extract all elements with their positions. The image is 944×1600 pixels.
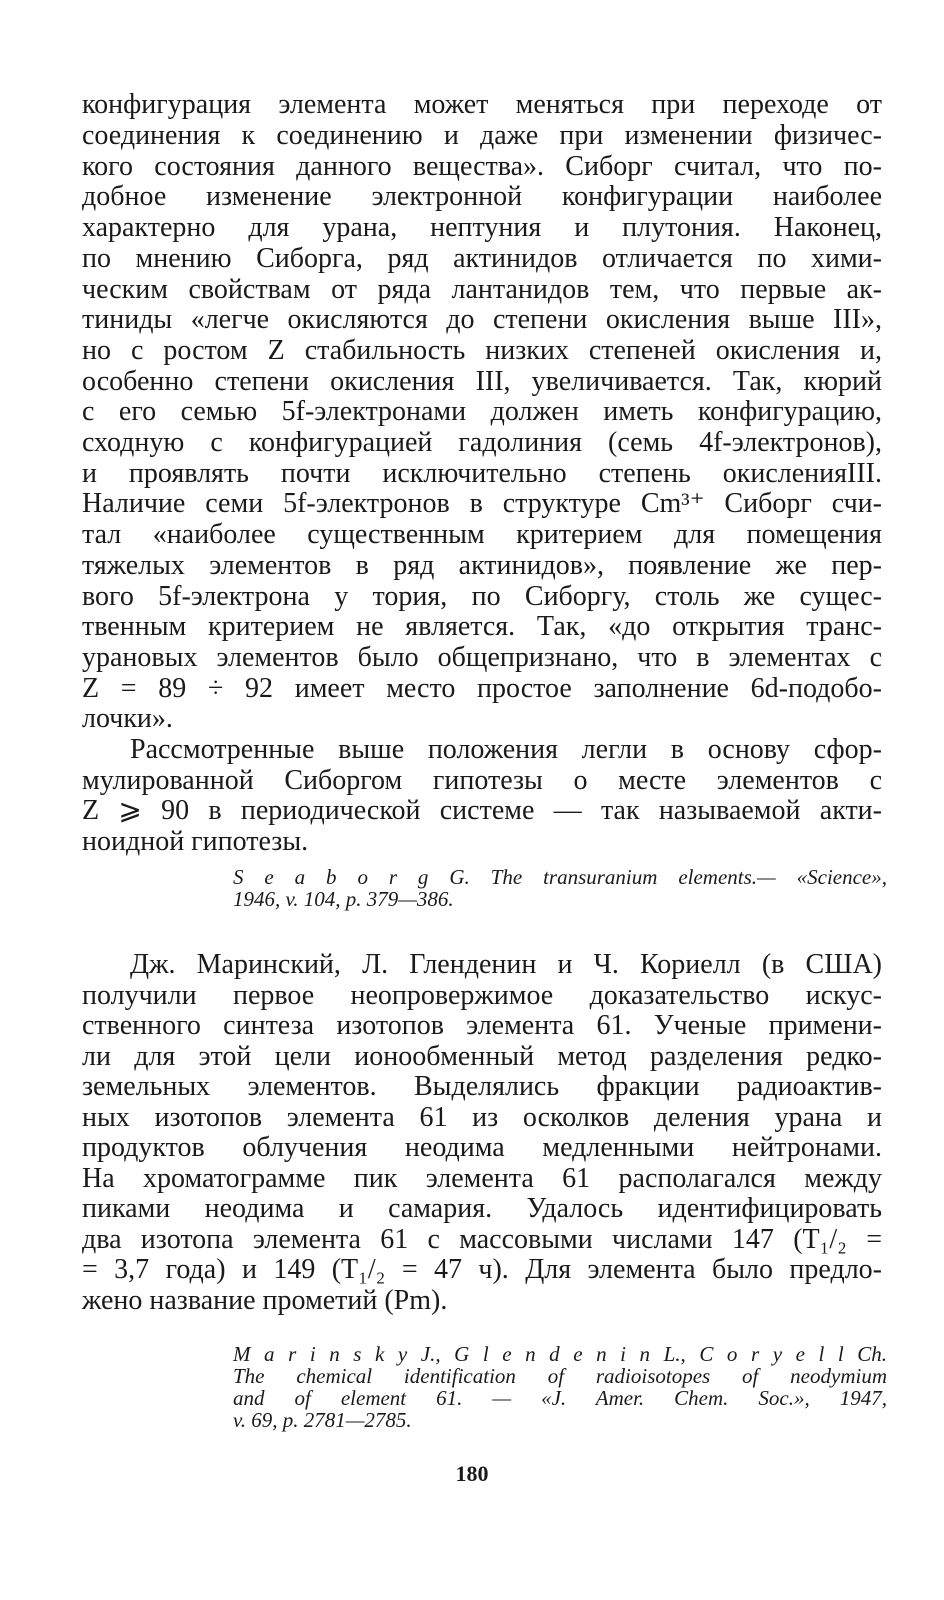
text-line: с его семью 5f-электронами должен иметь конфигурацию, — [82, 396, 882, 427]
reference-line: v. 69, p. 2781—2785. — [233, 1408, 412, 1432]
text-line: и проявлять почти исключительно степень окисленияIII. — [82, 458, 882, 489]
text-line: ли для этой цели ионообменный метод разделения редко- — [82, 1041, 882, 1072]
text-line: ных изотопов элемента 61 из осколков деления урана и — [82, 1102, 882, 1133]
text-line: соединения к соединению и даже при изменении физичес- — [82, 120, 882, 151]
text-line: вого 5f-электрона у тория, по Сиборгу, столь же сущес- — [82, 581, 882, 612]
reference-line: 1946, v. 104, p. 379—386. — [233, 887, 454, 911]
text-line: урановых элементов было общепризнано, что в элементах с — [82, 642, 882, 673]
text-line: кого состояния данного вещества». Сиборг считал, что по- — [82, 151, 882, 182]
text-line: ноидной гипотезы. — [82, 826, 309, 857]
text-line: характерно для урана, нептуния и плутония. Наконец, — [82, 212, 882, 243]
text-line: тиниды «легче окисляются до степени окисления выше III», — [82, 304, 882, 335]
page-number: 180 — [455, 1461, 489, 1486]
text-line: особенно степени окисления III, увеличивается. Так, кюрий — [82, 366, 882, 397]
text-line: На хроматограмме пик элемента 61 располагался между — [82, 1163, 882, 1194]
text-line: добное изменение электронной конфигурации наиболее — [82, 181, 882, 212]
text-line: пиками неодима и самария. Удалось идентифицировать — [82, 1193, 882, 1224]
reference-line: and of element 61. — «J. Amer. Chem. Soc.», 1947, — [233, 1386, 887, 1410]
text-line: лочки». — [82, 703, 173, 734]
text-line: но с ростом Z стабильность низких степеней окисления и, — [82, 335, 882, 366]
reference-line: S e a b o r g G. The transuranium elements.— «Science», — [233, 865, 887, 889]
text-line: сходную с конфигурацией гадолиния (семь 4f-электронов), — [82, 427, 882, 458]
text-line: земельных элементов. Выделялись фракции радиоактив- — [82, 1071, 882, 1102]
text-line: мулированной Сиборгом гипотезы о месте элементов с — [82, 765, 882, 796]
text-line: Рассмотренные выше положения легли в основу сфор- — [130, 734, 882, 765]
text-line: = 3,7 года) и 149 (T₁/₂ = 47 ч). Для элемента было предло- — [82, 1254, 882, 1285]
text-line: тяжелых элементов в ряд актинидов», появление же пер- — [82, 550, 882, 581]
text-line: Наличие семи 5f-электронов в структуре Cm³⁺ Сиборг счи- — [82, 488, 882, 519]
text-line: два изотопа элемента 61 с массовыми числами 147 (T₁/₂ = — [82, 1224, 882, 1255]
reference-line: M a r i n s k y J., G l e n d e n i n L., C o r y e l l Ch. — [233, 1342, 887, 1366]
text-line: продуктов облучения неодима медленными нейтронами. — [82, 1132, 882, 1163]
text-line: ственного синтеза изотопов элемента 61. Ученые примени- — [82, 1010, 882, 1041]
text-line: Z = 89 ÷ 92 имеет место простое заполнение 6d-подобо- — [82, 673, 882, 704]
text-line: Дж. Маринский, Л. Гленденин и Ч. Кориелл (в США) — [130, 949, 882, 980]
text-line: Z ⩾ 90 в периодической системе — так называемой акти- — [82, 795, 882, 826]
text-line: твенным критерием не является. Так, «до открытия транс- — [82, 611, 882, 642]
reference-line: The chemical identification of radioisotopes of neodymium — [233, 1364, 887, 1388]
text-line: по мнению Сиборга, ряд актинидов отличается по хими- — [82, 243, 882, 274]
text-line: конфигурация элемента может меняться при переходе от — [82, 89, 882, 120]
text-line: получили первое неопровержимое доказательство искус- — [82, 980, 882, 1011]
text-line: ческим свойствам от ряда лантанидов тем, что первые ак- — [82, 274, 882, 305]
text-line: тал «наиболее существенным критерием для помещения — [82, 519, 882, 550]
text-line: жено название прометий (Pm). — [82, 1285, 448, 1316]
